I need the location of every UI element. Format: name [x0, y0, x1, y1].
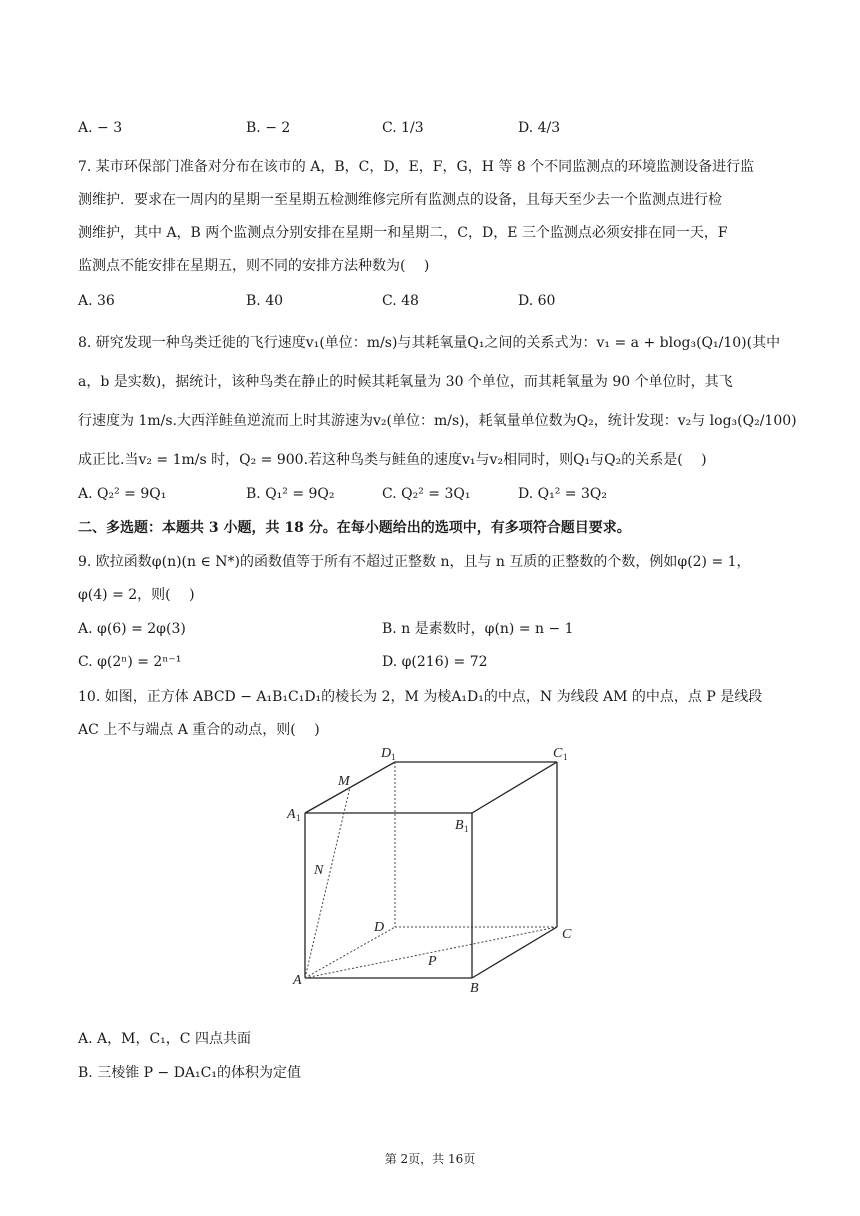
- label-d: D: [374, 920, 385, 935]
- edge-b-c: [472, 927, 557, 978]
- q8-option-a: A. Q₂² = 9Q₁: [78, 486, 167, 502]
- label-b1-sub: 1: [464, 824, 469, 834]
- q9-option-a: A. φ(6) = 2φ(3): [78, 621, 186, 637]
- q6-option-b: B. − 2: [246, 120, 291, 136]
- q9-option-d: D. φ(216) = 72: [382, 654, 488, 670]
- label-a: A: [293, 973, 302, 988]
- label-c: C: [562, 927, 572, 942]
- section2-heading: 二、多选题：本题共 3 小题，共 18 分。在每小题给出的选项中，有多项符合题目要求。: [78, 520, 631, 536]
- label-n: N: [314, 863, 324, 878]
- q10-option-b: B. 三棱锥 P − DA₁C₁的体积为定值: [78, 1065, 301, 1081]
- q7-line-2: 测维护．要求在一周内的星期一至星期五检测维修完所有监测点的设备，且每天至少去一个监测点进行检: [78, 192, 722, 208]
- label-a1: A: [287, 807, 296, 822]
- q7-line-1: 7. 某市环保部门准备对分布在该市的 A，B，C，D，E，F，G，H 等 8 个不同监测点的环境监测设备进行监: [78, 159, 755, 175]
- label-d1-sub: 1: [391, 752, 396, 762]
- q7-option-c: C. 48: [382, 293, 419, 309]
- q8-line-2: a，b 是实数)，据统计，该种鸟类在静止的时候其耗氧量为 30 个单位，而其耗氧量为 90 个单位时，其飞: [78, 374, 733, 390]
- label-d1: D: [381, 746, 392, 761]
- q7-option-d: D. 60: [518, 293, 556, 309]
- q10-line-2: AC 上不与端点 A 重合的动点，则( ): [78, 722, 320, 738]
- q8-line-1: 8. 研究发现一种鸟类迁徙的飞行速度v₁(单位：m/s)与其耗氧量Q₁之间的关系式为：v₁ = a + blog₃(Q₁/10)(其中: [78, 335, 781, 351]
- q8-option-d: D. Q₁² = 3Q₂: [518, 486, 607, 502]
- segment-a-c: [305, 927, 557, 978]
- q7-line-3: 测维护，其中 A，B 两个监测点分别安排在星期一和星期二，C，D，E 三个监测点必须安排在同一天，F: [78, 225, 728, 241]
- q10-line-1: 10. 如图，正方体 ABCD − A₁B₁C₁D₁的棱长为 2，M 为棱A₁D₁的中点，N 为线段 AM 的中点，点 P 是线段: [78, 689, 763, 705]
- label-b1: B: [455, 818, 464, 833]
- edge-a1-d1: [305, 762, 395, 813]
- q6-option-c: C. 1/3: [382, 120, 424, 136]
- label-m: M: [338, 774, 350, 789]
- q6-option-d: D. 4/3: [518, 120, 561, 136]
- q9-option-c: C. φ(2ⁿ) = 2ⁿ⁻¹: [78, 654, 182, 670]
- q9-option-b: B. n 是素数时，φ(n) = n − 1: [382, 621, 574, 637]
- label-c1: C: [553, 746, 563, 761]
- q7-option-a: A. 36: [78, 293, 115, 309]
- q9-line-1: 9. 欧拉函数φ(n)(n ∈ N*)的函数值等于所有不超过正整数 n，且与 n 互质的正整数的个数，例如φ(2) = 1，: [78, 554, 751, 570]
- q8-option-c: C. Q₂² = 3Q₁: [382, 486, 471, 502]
- label-a1-sub: 1: [296, 813, 301, 823]
- q9-line-2: φ(4) = 2，则( ): [78, 587, 195, 603]
- q8-option-b: B. Q₁² = 9Q₂: [246, 486, 335, 502]
- cube-figure: [280, 740, 580, 1000]
- q7-line-4: 监测点不能安排在星期五，则不同的安排方法种数为( ): [78, 258, 430, 274]
- edge-b1-c1: [472, 762, 557, 813]
- segment-a-m: [305, 787, 350, 978]
- label-b: B: [470, 981, 479, 996]
- q8-line-4: 成正比.当v₂ = 1m/s 时，Q₂ = 900.若这种鸟类与鲑鱼的速度v₁与v₂相同时，则Q₁与Q₂的关系是( ): [78, 452, 707, 468]
- page-footer: 第 2页，共 16页: [384, 1152, 476, 1166]
- label-p: P: [428, 954, 437, 969]
- q10-option-a: A. A，M，C₁，C 四点共面: [78, 1031, 251, 1047]
- q6-option-a: A. − 3: [78, 120, 123, 136]
- q8-line-3: 行速度为 1m/s.大西洋鲑鱼逆流而上时其游速为v₂(单位：m/s)，耗氧量单位数为Q₂，统计发现：v₂与 log₃(Q₂/100): [78, 413, 797, 429]
- label-c1-sub: 1: [563, 752, 568, 762]
- q7-option-b: B. 40: [246, 293, 284, 309]
